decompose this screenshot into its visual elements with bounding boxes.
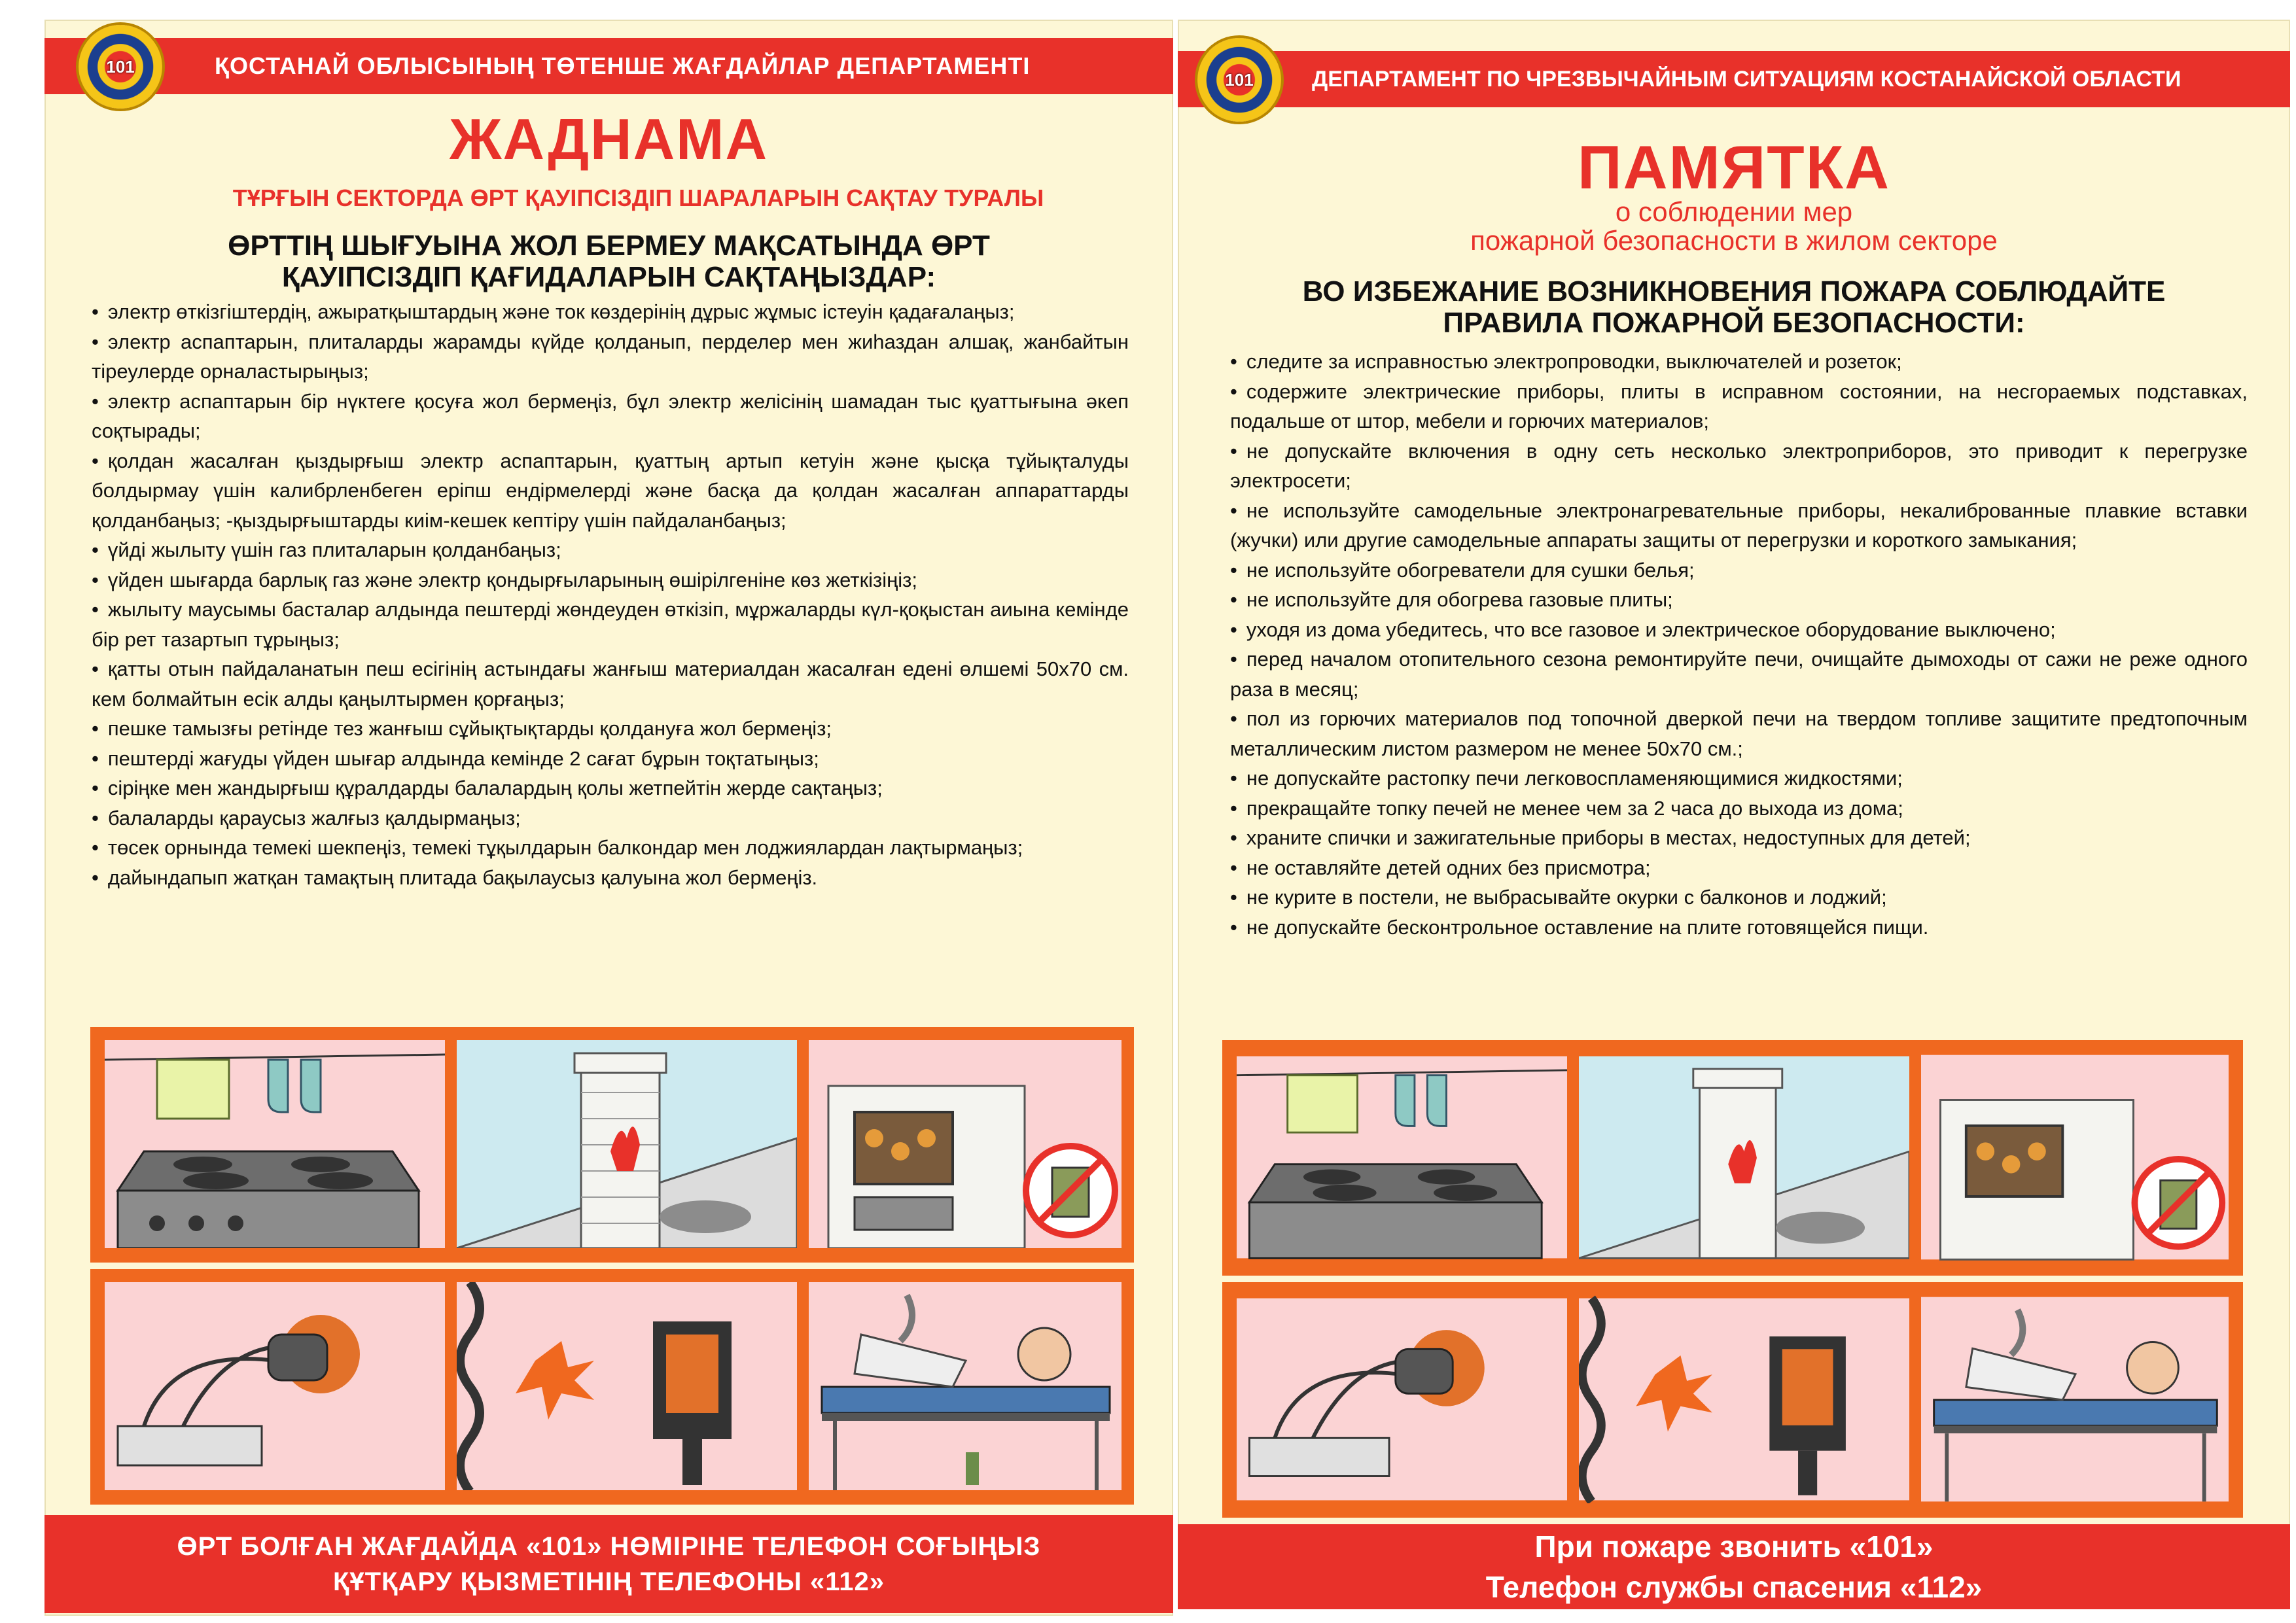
rule-item: • перед началом отопительного сезона ремонтируйте печи, очищайте дымоходы от сажи не реже одного раза в месяц; <box>1230 644 2248 704</box>
department-name: ДЕПАРТАМЕНТ ПО ЧРЕЗВЫЧАЙНЫМ СИТУАЦИЯМ КОСТАНАЙСКОЙ ОБЛАСТИ <box>1312 66 2181 92</box>
rule-item: • қолдан жасалған қыздырғыш электр аспаптарын, қуаттың артып кетуін және қысқа тұйықталуды болдырмау үшін калибрленбеген еріпш ендірмелерді және басқа да қолдан жасалған аппараттарды қолданбаңыз; -қыздырғыштарды киім-кешек кептіру үшін пайдаланбаңыз; <box>92 446 1129 536</box>
footer-line2: Телефон службы спасения «112» <box>1485 1570 1983 1604</box>
illustration-strip-top <box>90 1027 1134 1263</box>
rules-heading <box>1178 276 2290 340</box>
rule-item: • не допускайте бесконтрольное оставление на плите готовящейся пищи. <box>1230 913 2248 943</box>
rule-item: • не допускайте растопку печи легковоспламеняющимися жидкостями; <box>1230 763 2248 794</box>
illustration-overloaded-socket <box>105 1282 445 1490</box>
rule-item: • үйден шығарда барлық газ және электр қондырғыларының өшірілгеніне көз жеткізіңіз; <box>92 565 1129 595</box>
rule-item: • пешке тамызғы ретінде тез жанғыш сұйықтықтарды қолдануға жол бермеңіз; <box>92 714 1129 744</box>
illustration-chimney-fire <box>457 1040 797 1248</box>
rule-item: • электр аспаптарын, плиталарды жарамды күйде қолданып, перделер мен жиһаздан алшақ, жанбайтын тіреулерде орналастырыңыз; <box>92 327 1129 387</box>
illustration-stove-canister <box>809 1040 1122 1248</box>
rule-item: • дайындапып жатқан тамақтың плитада бақылаусыз қалуына жол бермеңіз. <box>92 863 1129 893</box>
rule-item: • содержите электрические приборы, плиты в исправном состоянии, на несгораемых подставках, подальше от штор, мебели и горючих материалов; <box>1230 377 2248 436</box>
illustration-overloaded-socket <box>1237 1295 1567 1503</box>
rule-item: • үйді жылыту үшін газ плиталарын қолданбаңыз; <box>92 535 1129 565</box>
department-header-bar <box>44 38 1173 94</box>
rule-item: • не используйте для обогрева газовые плиты; <box>1230 585 2248 615</box>
poster-subtitle: ТҰРҒЫН СЕКТОРДА ӨРТ ҚАУІПСІЗДІП ШАРАЛАРЫН САҚТАУ ТУРАЛЫ <box>232 184 1044 211</box>
rules-heading-line1: ӨРТТІҢ ШЫҒУЫНА ЖОЛ БЕРМЕУ МАҚСАТЫНДА ӨРТ <box>228 230 990 262</box>
rule-item: • не курите в постели, не выбрасывайте окурки с балконов и лоджий; <box>1230 882 2248 913</box>
rule-item: • не используйте самодельные электронагревательные приборы, некалиброванные плавкие вставки (жучки) или другие самодельные аппараты защиты от перегрузки и короткого замыкания; <box>1230 496 2248 555</box>
poster-title: ЖАДНАМА <box>450 107 768 171</box>
illustration-smoking-in-bed <box>1921 1295 2229 1503</box>
rule-item: • электр өткізгіштердің, ажыратқыштардың және ток көздерінің дұрыс жұмыс істеуін қадағалаңыз; <box>92 297 1129 327</box>
poster-subtitle-line1: о соблюдении мер <box>1615 196 1853 227</box>
department-name: ҚОСТАНАЙ ОБЛЫСЫНЫҢ ТӨТЕНШЕ ЖАҒДАЙЛАР ДЕПАРТАМЕНТІ <box>215 52 1031 79</box>
footer-line1: При пожаре звонить «101» <box>1534 1529 1934 1563</box>
rule-item: • пол из горючих материалов под топочной дверкой печи на твердом топливе защитите предтопочным металлическим листом размером не менее 50х70 см.; <box>1230 704 2248 763</box>
poster-kazakh <box>44 20 1173 1616</box>
rules-list <box>1230 347 2248 942</box>
emergency-phone-footer <box>44 1515 1173 1613</box>
illustration-strip-top <box>1222 1040 2243 1276</box>
rule-item: • пештерді жағуды үйден шығар алдында кемінде 2 сағат бұрын тоқтатыңыз; <box>92 744 1129 774</box>
rules-heading-line1: ВО ИЗБЕЖАНИЕ ВОЗНИКНОВЕНИЯ ПОЖАРА СОБЛЮДАЙТЕ <box>1302 275 2166 307</box>
rule-item: • сіріңке мен жандырғыш құралдарды балалардың қолы жетпейтін жерде сақтаңыз; <box>92 773 1129 803</box>
rule-item: • не допускайте включения в одну сеть несколько электроприборов, это приводит к перегрузке электросети; <box>1230 436 2248 496</box>
illustration-strip-bottom <box>1222 1282 2243 1518</box>
footer-line2: ҚҰТҚАРУ ҚЫЗМЕТІНІҢ ТЕЛЕФОНЫ «112» <box>332 1567 885 1596</box>
illustration-stove-laundry <box>1237 1053 1567 1261</box>
rules-heading <box>44 230 1173 294</box>
rule-item: • балаларды қараусыз жалғыз қалдырмаңыз; <box>92 803 1129 833</box>
rules-list <box>92 297 1129 892</box>
rule-item: • электр аспаптарын бір нүктеге қосуға жол бермеңіз, бұл электр желісінің шамадан тыс қуаттығына әкеп соқтырады; <box>92 387 1129 446</box>
footer-line1: ӨРТ БОЛҒАН ЖАҒДАЙДА «101» НӨМІРІНЕ ТЕЛЕФОН СОҒЫҢЫЗ <box>177 1532 1041 1561</box>
rule-item: • қатты отын пайдаланатын пеш есігінің астындағы жанғыш материалдан жасалған едені өлшемі 50х70 см. кем болмайтын есік алды қаңылтырмен қорғаңыз; <box>92 654 1129 714</box>
rules-heading-line2: ҚАУІПСІЗДІП ҚАҒИДАЛАРЫН САҚТАҢЫЗДАР: <box>281 261 936 294</box>
illustration-wire-spark <box>1579 1295 1909 1503</box>
rules-heading-line2: ПРАВИЛА ПОЖАРНОЙ БЕЗОПАСНОСТИ: <box>1443 307 2025 340</box>
rule-item: • уходя из дома убедитесь, что все газовое и электрическое оборудование выключено; <box>1230 615 2248 645</box>
department-header-bar <box>1178 51 2290 107</box>
poster-russian <box>1178 20 2290 1609</box>
rule-item: • жылыту маусымы басталар алдында пештерді жөндеуден өткізіп, мұржаларды күл-қоқыстан аиына кемінде бір рет тазартып тұрыңыз; <box>92 595 1129 654</box>
poster-subtitle-line2: пожарной безопасности в жилом секторе <box>1470 225 1998 256</box>
rule-item: • следите за исправностью электропроводки, выключателей и розеток; <box>1230 347 2248 377</box>
rule-item: • храните спички и зажигательные приборы в местах, недоступных для детей; <box>1230 823 2248 853</box>
rule-item: • прекращайте топку печей не менее чем за 2 часа до выхода из дома; <box>1230 794 2248 824</box>
illustration-chimney-fire <box>1579 1053 1909 1261</box>
illustration-wire-spark <box>457 1282 797 1490</box>
illustration-stove-canister <box>1921 1053 2229 1261</box>
emergency-emblem-icon: 101 <box>1197 38 1281 122</box>
illustration-smoking-in-bed <box>809 1282 1122 1490</box>
rule-item: • не оставляйте детей одних без присмотра; <box>1230 853 2248 883</box>
emergency-phone-footer <box>1178 1524 2290 1609</box>
rule-item: • не используйте обогреватели для сушки белья; <box>1230 555 2248 585</box>
illustration-strip-bottom <box>90 1269 1134 1505</box>
poster-subtitle <box>1178 198 2290 255</box>
illustration-stove-laundry <box>105 1040 445 1248</box>
rule-item: • төсек орнында темекі шекпеңіз, темекі тұқылдарын балкондар мен лоджиялардан лақтырмаңыз; <box>92 833 1129 863</box>
emergency-emblem-icon: 101 <box>79 25 162 109</box>
poster-title: ПАМЯТКА <box>1578 133 1890 201</box>
